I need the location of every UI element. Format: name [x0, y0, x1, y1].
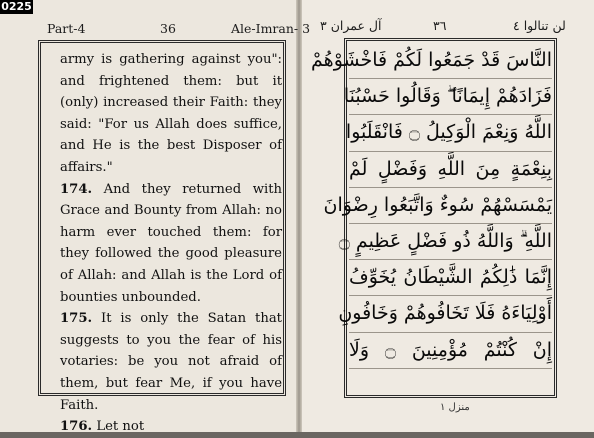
header-part: Part-4 [47, 21, 86, 36]
footer-manzil: منزل ١ [440, 402, 470, 413]
arabic-line: النَّاسَ قَدْ جَمَعُوا لَكُمْ فَاخْشَوْهُمْ [349, 43, 552, 79]
arabic-line: اللَّهُ وَنِعْمَ الْوَكِيلُ ۝ فَانْقَلَبُوا [349, 115, 552, 151]
arabic-line: بِنِعْمَةٍ مِنَ اللَّهِ وَفَضْلٍ لَمْ [349, 152, 552, 188]
header-surah-arabic: آل عمران ٣ [320, 18, 382, 33]
paragraph: army is gathering against you": and frightened them: but it (only) increased their Faith: they said: "For us Allah does suffice, and He is the best Disposer of affairs." [60, 52, 282, 175]
book-gutter [296, 0, 302, 432]
arabic-line: اللَّهِ ۗ وَاللَّهُ ذُو فَضْلٍ عَظِيمٍ ۝ [349, 224, 552, 260]
arabic-line: يَمْسَسْهُمْ سُوءٌ وَاتَّبَعُوا رِضْوَانَ [349, 188, 552, 224]
arabic-line: إِنَّمَا ذَٰلِكُمُ الشَّيْطَانُ يُخَوِّفُ [349, 260, 552, 296]
arabic-line: فَزَادَهُمْ إِيمَانًا ۖ وَقَالُوا حَسْبُنَا [349, 79, 552, 115]
translation-text [60, 49, 282, 438]
header-page-number-arabic: ٣٦ [433, 18, 447, 33]
paragraph: 176. Let not [60, 419, 145, 435]
header-juz-arabic: لن تنالوا ٤ [513, 18, 566, 33]
arabic-line: إِنْ كُنْتُمْ مُؤْمِنِينَ ۝ وَلَا [349, 333, 552, 369]
header-page-number: 36 [160, 21, 176, 36]
header-surah: Ale-Imran- 3 [231, 21, 311, 36]
arabic-text [311, 43, 552, 369]
paragraph: 175. It is only the Satan that suggests to you the fear of his votaries: be you not afraid of them, but fear Me, if you have Faith. [60, 311, 282, 413]
paragraph: 174. And they returned with Grace and Bounty from Allah: no harm ever touched them: for they followed the good pleasure of Allah: and Allah is the Lord of bounties unbounded. [60, 181, 282, 305]
arabic-line: أَوْلِيَاءَهُ فَلَا تَخَافُوهُمْ وَخَافُونِ [349, 296, 552, 332]
image-page-label: 0225 [1, 0, 32, 13]
